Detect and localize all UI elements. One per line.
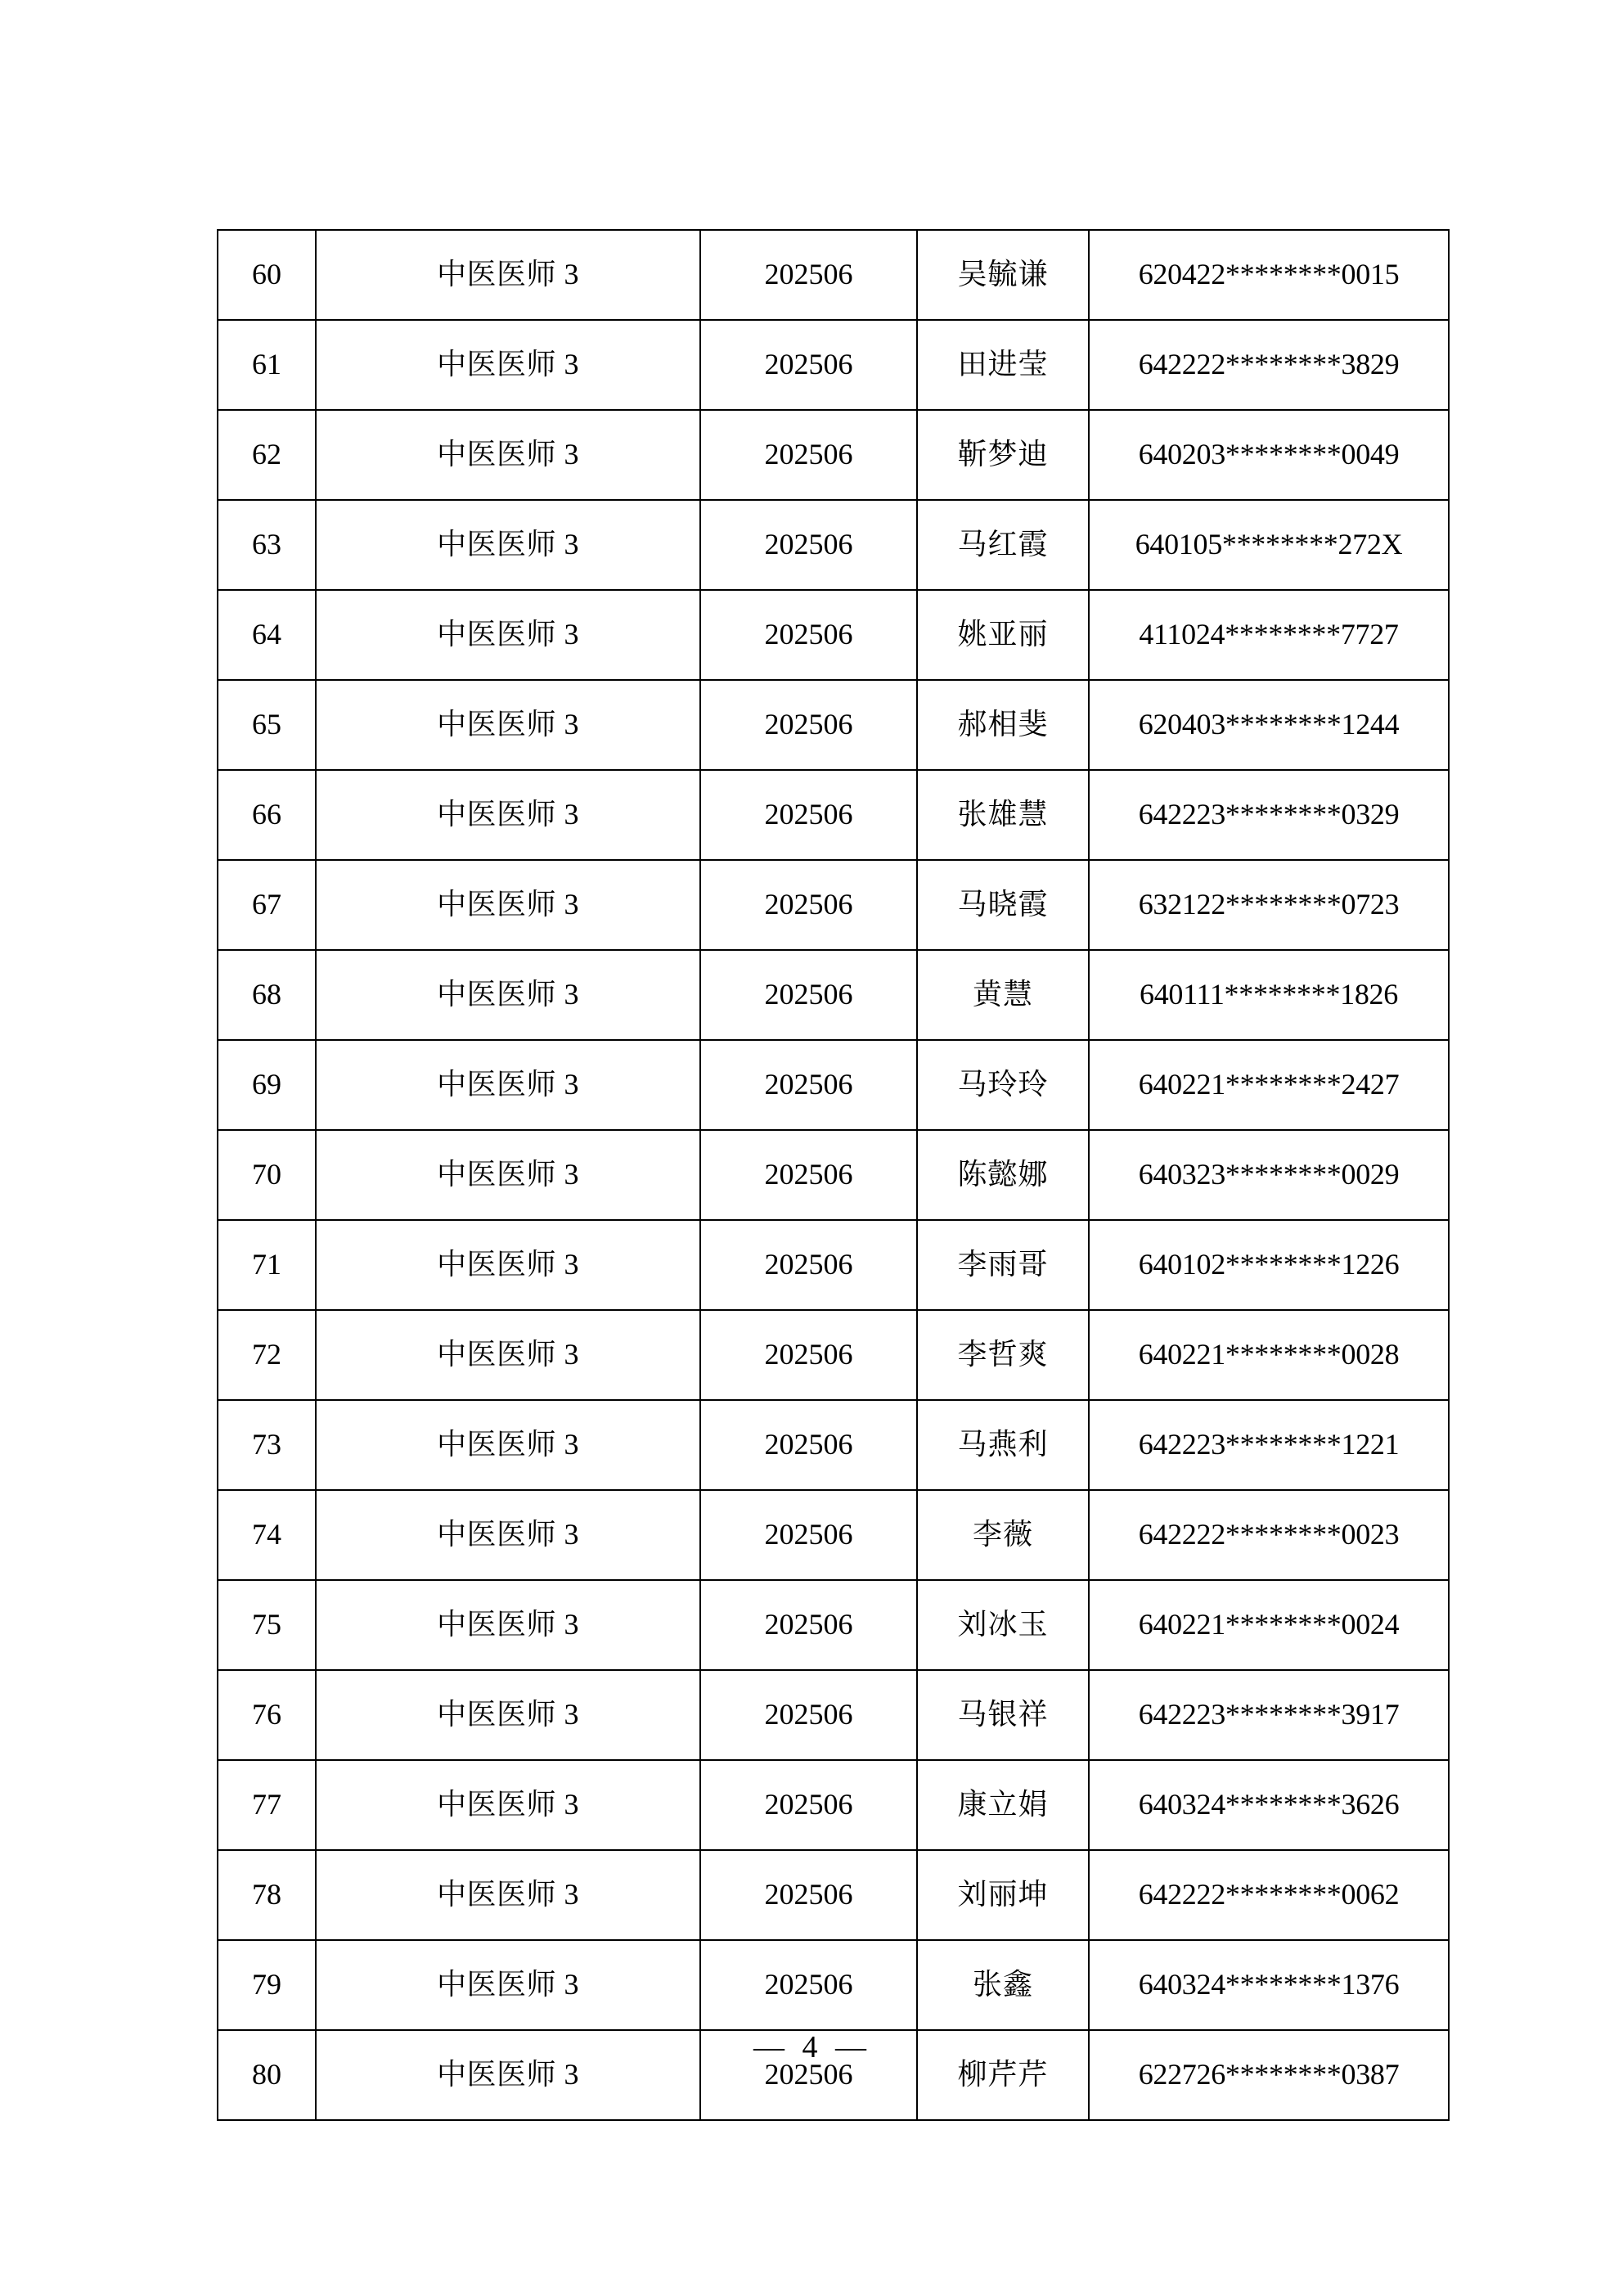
footer-page-number: 4 <box>802 2030 821 2064</box>
cell-sequence: 61 <box>218 320 316 410</box>
cell-name: 马玲玲 <box>917 1040 1089 1130</box>
cell-sequence: 69 <box>218 1040 316 1130</box>
cell-name: 柳芹芹 <box>917 2030 1089 2120</box>
footer-dash-left: — <box>753 2030 788 2064</box>
table-row <box>218 1670 1449 1760</box>
cell-sequence: 68 <box>218 950 316 1040</box>
cell-batch: 202506 <box>700 770 917 860</box>
cell-batch: 202506 <box>700 1490 917 1580</box>
cell-id-number: 640102********1226 <box>1089 1220 1449 1310</box>
cell-batch: 202506 <box>700 500 917 590</box>
cell-category: 中医医师 3 <box>316 1310 700 1400</box>
cell-category: 中医医师 3 <box>316 950 700 1040</box>
cell-id-number: 632122********0723 <box>1089 860 1449 950</box>
cell-batch: 202506 <box>700 1580 917 1670</box>
registration-roster-table <box>217 229 1450 2121</box>
table-row <box>218 950 1449 1040</box>
cell-id-number: 640203********0049 <box>1089 410 1449 500</box>
cell-category: 中医医师 3 <box>316 410 700 500</box>
cell-name: 马晓霞 <box>917 860 1089 950</box>
cell-id-number: 642222********0062 <box>1089 1850 1449 1940</box>
cell-sequence: 64 <box>218 590 316 680</box>
table-row <box>218 860 1449 950</box>
cell-category: 中医医师 3 <box>316 230 700 320</box>
cell-batch: 202506 <box>700 1040 917 1130</box>
cell-category: 中医医师 3 <box>316 1580 700 1670</box>
cell-name: 姚亚丽 <box>917 590 1089 680</box>
cell-batch: 202506 <box>700 2030 917 2120</box>
table-row <box>218 590 1449 680</box>
cell-category: 中医医师 3 <box>316 1400 700 1490</box>
cell-batch: 202506 <box>700 680 917 770</box>
cell-sequence: 67 <box>218 860 316 950</box>
cell-batch: 202506 <box>700 320 917 410</box>
cell-category: 中医医师 3 <box>316 320 700 410</box>
cell-category: 中医医师 3 <box>316 500 700 590</box>
cell-id-number: 622726********0387 <box>1089 2030 1449 2120</box>
cell-id-number: 642223********0329 <box>1089 770 1449 860</box>
table-row <box>218 1490 1449 1580</box>
cell-batch: 202506 <box>700 410 917 500</box>
cell-batch: 202506 <box>700 1850 917 1940</box>
cell-category: 中医医师 3 <box>316 1130 700 1220</box>
cell-batch: 202506 <box>700 1940 917 2030</box>
cell-name: 康立娟 <box>917 1760 1089 1850</box>
cell-id-number: 620403********1244 <box>1089 680 1449 770</box>
cell-batch: 202506 <box>700 1760 917 1850</box>
cell-name: 马银祥 <box>917 1670 1089 1760</box>
table-row <box>218 1310 1449 1400</box>
table-row <box>218 1760 1449 1850</box>
cell-sequence: 77 <box>218 1760 316 1850</box>
table-row <box>218 230 1449 320</box>
cell-name: 马红霞 <box>917 500 1089 590</box>
cell-sequence: 75 <box>218 1580 316 1670</box>
cell-sequence: 78 <box>218 1850 316 1940</box>
table-row <box>218 1220 1449 1310</box>
table-row <box>218 500 1449 590</box>
cell-batch: 202506 <box>700 1310 917 1400</box>
cell-sequence: 65 <box>218 680 316 770</box>
table-row <box>218 320 1449 410</box>
cell-name: 陈懿娜 <box>917 1130 1089 1220</box>
cell-id-number: 640221********0024 <box>1089 1580 1449 1670</box>
cell-name: 吴毓谦 <box>917 230 1089 320</box>
cell-category: 中医医师 3 <box>316 2030 700 2120</box>
footer-dash-right: — <box>835 2030 870 2064</box>
cell-id-number: 640221********2427 <box>1089 1040 1449 1130</box>
cell-category: 中医医师 3 <box>316 1220 700 1310</box>
cell-sequence: 74 <box>218 1490 316 1580</box>
cell-batch: 202506 <box>700 230 917 320</box>
cell-category: 中医医师 3 <box>316 1670 700 1760</box>
cell-sequence: 79 <box>218 1940 316 2030</box>
cell-id-number: 640111********1826 <box>1089 950 1449 1040</box>
cell-sequence: 76 <box>218 1670 316 1760</box>
cell-sequence: 66 <box>218 770 316 860</box>
cell-name: 靳梦迪 <box>917 410 1089 500</box>
cell-id-number: 642222********3829 <box>1089 320 1449 410</box>
cell-batch: 202506 <box>700 860 917 950</box>
page-footer <box>0 2029 1623 2065</box>
table-row <box>218 1130 1449 1220</box>
cell-sequence: 62 <box>218 410 316 500</box>
cell-id-number: 642223********3917 <box>1089 1670 1449 1760</box>
cell-batch: 202506 <box>700 590 917 680</box>
cell-name: 马燕利 <box>917 1400 1089 1490</box>
cell-sequence: 63 <box>218 500 316 590</box>
cell-name: 李哲爽 <box>917 1310 1089 1400</box>
cell-batch: 202506 <box>700 1130 917 1220</box>
cell-id-number: 642223********1221 <box>1089 1400 1449 1490</box>
cell-id-number: 640324********3626 <box>1089 1760 1449 1850</box>
cell-name: 张鑫 <box>917 1940 1089 2030</box>
cell-sequence: 60 <box>218 230 316 320</box>
cell-category: 中医医师 3 <box>316 1760 700 1850</box>
cell-sequence: 71 <box>218 1220 316 1310</box>
cell-category: 中医医师 3 <box>316 1040 700 1130</box>
cell-id-number: 620422********0015 <box>1089 230 1449 320</box>
cell-name: 刘丽坤 <box>917 1850 1089 1940</box>
cell-name: 黄慧 <box>917 950 1089 1040</box>
cell-name: 郝相斐 <box>917 680 1089 770</box>
cell-batch: 202506 <box>700 1220 917 1310</box>
cell-sequence: 72 <box>218 1310 316 1400</box>
cell-id-number: 640105********272X <box>1089 500 1449 590</box>
cell-name: 田进莹 <box>917 320 1089 410</box>
cell-id-number: 642222********0023 <box>1089 1490 1449 1580</box>
cell-category: 中医医师 3 <box>316 1940 700 2030</box>
cell-batch: 202506 <box>700 1670 917 1760</box>
cell-category: 中医医师 3 <box>316 860 700 950</box>
table-body <box>218 230 1449 2120</box>
cell-sequence: 70 <box>218 1130 316 1220</box>
table-row <box>218 1940 1449 2030</box>
cell-id-number: 640324********1376 <box>1089 1940 1449 2030</box>
cell-id-number: 640221********0028 <box>1089 1310 1449 1400</box>
table-row <box>218 770 1449 860</box>
cell-name: 张雄慧 <box>917 770 1089 860</box>
cell-name: 李薇 <box>917 1490 1089 1580</box>
cell-name: 李雨哥 <box>917 1220 1089 1310</box>
cell-category: 中医医师 3 <box>316 590 700 680</box>
cell-name: 刘冰玉 <box>917 1580 1089 1670</box>
table-row <box>218 1580 1449 1670</box>
cell-category: 中医医师 3 <box>316 770 700 860</box>
table-row <box>218 1400 1449 1490</box>
cell-category: 中医医师 3 <box>316 680 700 770</box>
cell-batch: 202506 <box>700 950 917 1040</box>
cell-sequence: 80 <box>218 2030 316 2120</box>
cell-batch: 202506 <box>700 1400 917 1490</box>
table-row <box>218 410 1449 500</box>
table-row <box>218 1850 1449 1940</box>
table-row <box>218 680 1449 770</box>
cell-sequence: 73 <box>218 1400 316 1490</box>
cell-id-number: 640323********0029 <box>1089 1130 1449 1220</box>
cell-id-number: 411024********7727 <box>1089 590 1449 680</box>
table-row <box>218 1040 1449 1130</box>
cell-category: 中医医师 3 <box>316 1490 700 1580</box>
cell-category: 中医医师 3 <box>316 1850 700 1940</box>
